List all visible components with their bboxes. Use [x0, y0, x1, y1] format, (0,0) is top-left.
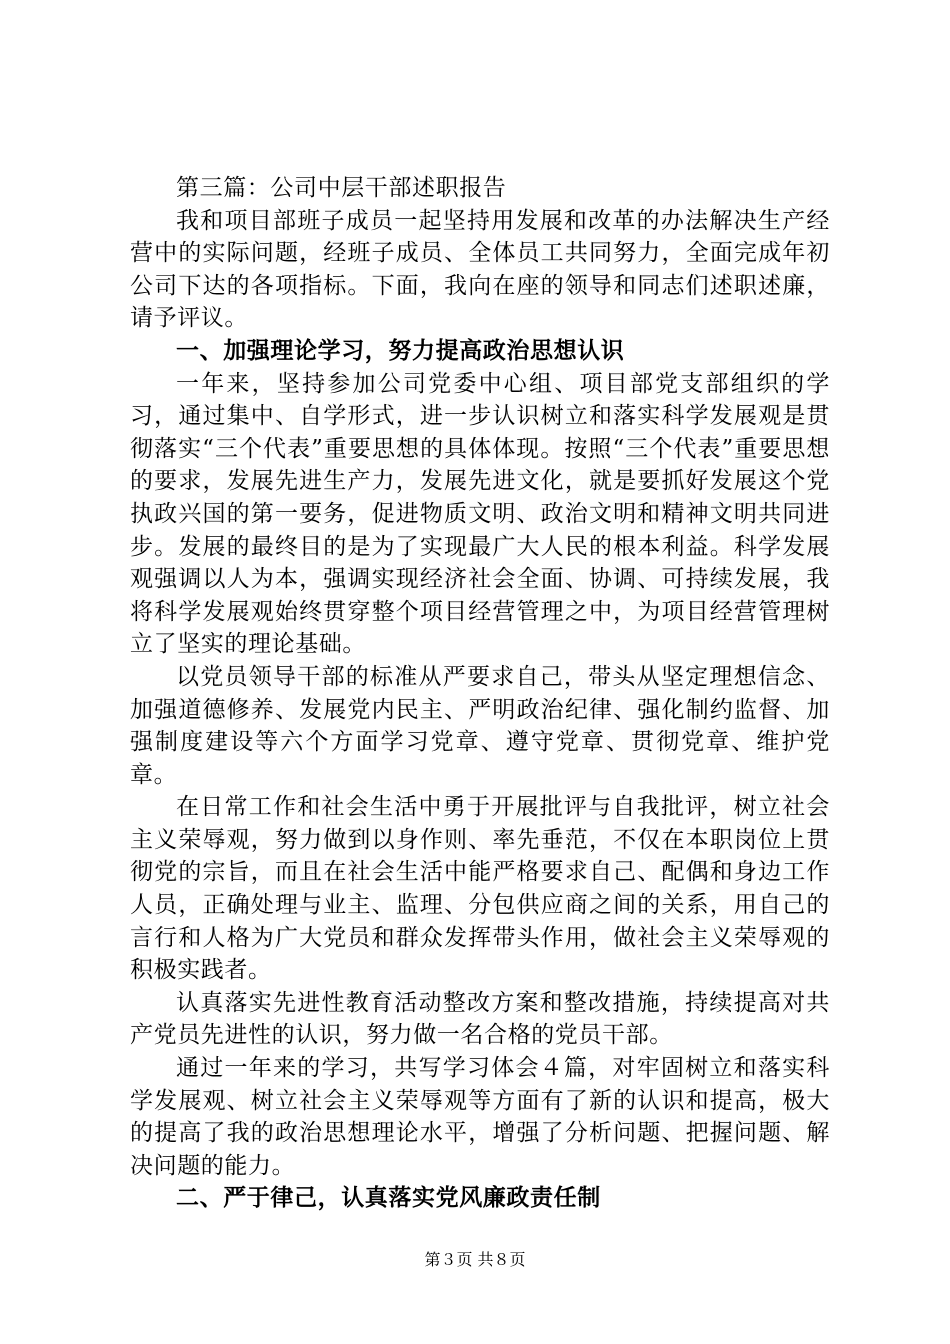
section-1-paragraph: 在日常工作和社会生活中勇于开展批评与自我批评，树立社会主义荣辱观，努力做到以身作则、率先垂范，不仅在本职岗位上贯彻党的宗旨，而且在社会生活中能严格要求自己、配偶和身边工作人员，正确处理与业主、监理、分包供应商之间的关系，用自己的言行和人格为广大党员和群众发挥带头作用，做社会主义荣辱观的积极实践者。 — [130, 794, 830, 984]
section-1-paragraph: 一年来，坚持参加公司党委中心组、项目部党支部组织的学习，通过集中、自学形式，进一步认识树立和落实科学发展观是贯彻落实“三个代表”重要思想的具体体现。按照“三个代表”重要思想的要求，发展先进生产力，发展先进文化，就是要抓好发展这个党执政兴国的第一要务，促进物质文明、政治文明和精神文明共同进步。发展的最终目的是为了实现最广大人民的根本利益。科学发展观强调以人为本，强调实现经济社会全面、协调、可持续发展，我将科学发展观始终贯穿整个项目经营管理之中，为项目经营管理树立了坚实的理论基础。 — [130, 370, 830, 658]
section-1-paragraph: 通过一年来的学习，共写学习体会４篇，对牢固树立和落实科学发展观、树立社会主义荣辱观等方面有了新的认识和提高，极大的提高了我的政治思想理论水平，增强了分析问题、把握问题、解决问题的能力。 — [130, 1055, 830, 1179]
section-1-paragraph: 以党员领导干部的标准从严要求自己，带头从坚定理想信念、加强道德修养、发展党内民主、严明政治纪律、强化制约监督、加强制度建设等六个方面学习党章、遵守党章、贯彻党章、维护党章。 — [130, 663, 830, 788]
page-footer: 第３页 共８页 — [424, 1250, 526, 1269]
section-2-heading: 二、严于律己，认真落实党风廉政责任制 — [176, 1185, 601, 1212]
document-body — [130, 172, 830, 1215]
intro-paragraph: 我和项目部班子成员一起坚持用发展和改革的办法解决生产经营中的实际问题，经班子成员、全体员工共同努力，全面完成年初公司下达的各项指标。下面，我向在座的领导和同志们述职述廉，请予评议。 — [130, 207, 830, 332]
document-title: 第三篇：公司中层干部述职报告 — [176, 175, 507, 201]
section-1-paragraph: 认真落实先进性教育活动整改方案和整改措施，持续提高对共产党员先进性的认识，努力做一名合格的党员干部。 — [130, 989, 830, 1049]
section-1-heading: 一、加强理论学习，努力提高政治思想认识 — [176, 337, 625, 364]
